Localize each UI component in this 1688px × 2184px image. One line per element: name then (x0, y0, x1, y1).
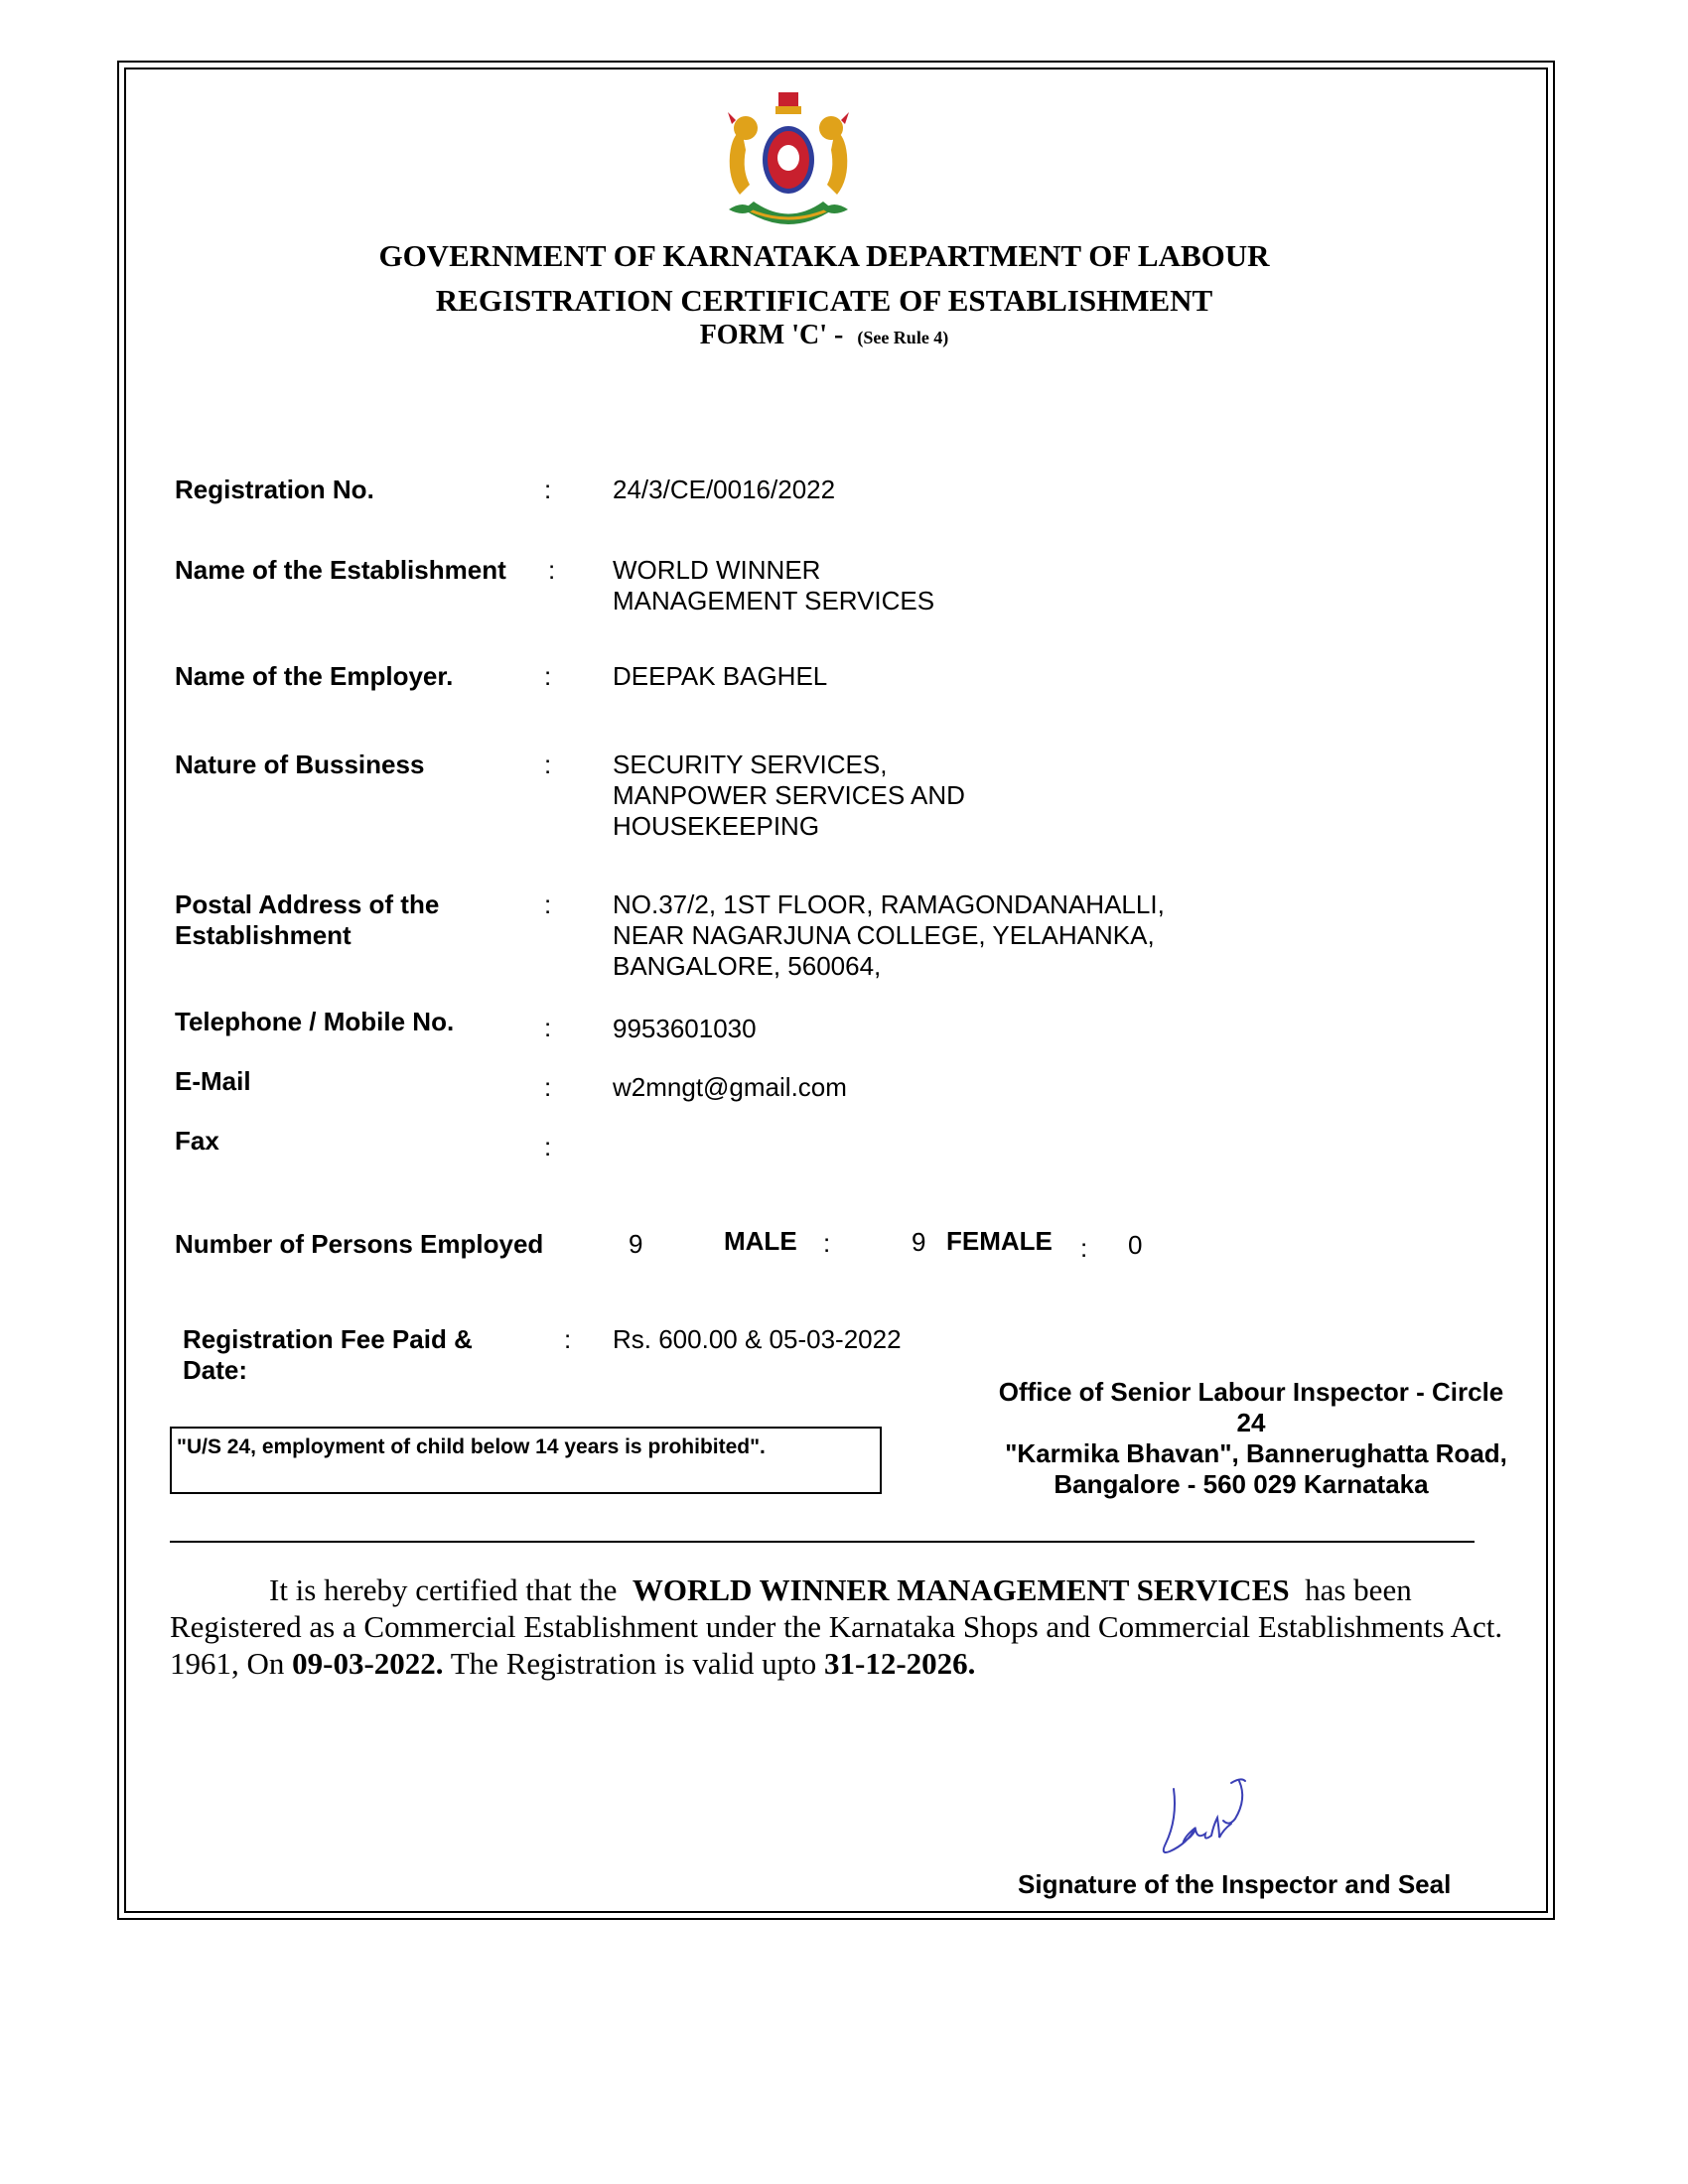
colon: : (544, 661, 552, 691)
cert-establishment: WORLD WINNER MANAGEMENT SERVICES (632, 1572, 1290, 1607)
header-subtitle: REGISTRATION CERTIFICATE OF ESTABLISHMENT (435, 283, 1213, 318)
office-line-3: "Karmika Bhavan", Bannerughatta Road, (1005, 1438, 1507, 1468)
colon: : (544, 1013, 552, 1042)
male-label: MALE (724, 1226, 797, 1256)
cert-text-1: has been Registered as a Commercial Establishment under the Karnataka Shops and Commercial Establishments Act. 1961, On (170, 1572, 1503, 1681)
establishment-name-label: Name of the Establishment (175, 555, 506, 585)
child-labour-notice: "U/S 24, employment of child below 14 years is prohibited". (170, 1427, 882, 1494)
colon: : (544, 889, 552, 919)
colon: : (823, 1228, 831, 1258)
certification-statement (170, 1571, 1520, 1682)
telephone-value: 9953601030 (613, 1014, 757, 1043)
colon: : (548, 555, 556, 585)
office-line-1: Office of Senior Labour Inspector - Circle (998, 1377, 1504, 1407)
cert-registration-date: 09-03-2022. (292, 1646, 444, 1681)
cert-text-2: The Registration is valid upto (450, 1646, 817, 1681)
header-title: GOVERNMENT OF KARNATAKA DEPARTMENT OF LABOUR (378, 238, 1270, 273)
form-label: FORM 'C' - (699, 320, 844, 350)
colon: : (544, 1072, 552, 1102)
colon: : (544, 1132, 552, 1161)
persons-employed-value: 9 (629, 1229, 643, 1259)
registration-no-label: Registration No. (175, 475, 374, 504)
office-line-4: Bangalore - 560 029 Karnataka (1054, 1469, 1429, 1499)
fax-label: Fax (175, 1126, 219, 1156)
employer-name-label: Name of the Employer. (175, 661, 454, 691)
colon: : (1080, 1233, 1088, 1263)
postal-address-value: NO.37/2, 1ST FLOOR, RAMAGONDANAHALLI, NEAR NAGARJUNA COLLEGE, YELAHANKA, BANGALORE, 560064, (613, 889, 1165, 981)
establishment-name-value: WORLD WINNER MANAGEMENT SERVICES (613, 555, 935, 615)
postal-address-label: Postal Address of the Establishment (175, 889, 440, 950)
cert-valid-upto: 31-12-2026. (824, 1646, 976, 1681)
inspector-signature-icon (1152, 1769, 1271, 1868)
colon: : (564, 1324, 572, 1354)
rule-reference: (See Rule 4) (857, 328, 949, 347)
registration-fee-value: Rs. 600.00 & 05-03-2022 (613, 1324, 902, 1354)
office-line-2: 24 (1236, 1408, 1266, 1437)
employer-name-value: DEEPAK BAGHEL (613, 661, 828, 691)
male-value: 9 (912, 1227, 926, 1257)
persons-employed-label: Number of Persons Employed (175, 1229, 544, 1259)
nature-of-business-label: Nature of Bussiness (175, 750, 425, 779)
signature-caption: Signature of the Inspector and Seal (1018, 1869, 1452, 1899)
section-divider (170, 1541, 1475, 1543)
registration-fee-label: Registration Fee Paid & Date: (183, 1324, 473, 1385)
email-value: w2mngt@gmail.com (613, 1072, 847, 1102)
cert-intro: It is hereby certified that the (269, 1572, 618, 1607)
telephone-label: Telephone / Mobile No. (175, 1007, 455, 1036)
header-form (0, 320, 1668, 351)
colon: : (544, 475, 552, 504)
email-label: E-Mail (175, 1066, 251, 1096)
colon: : (544, 750, 552, 779)
registration-no-value: 24/3/CE/0016/2022 (613, 475, 836, 504)
nature-of-business-value: SECURITY SERVICES, MANPOWER SERVICES AND HOUSEKEEPING (613, 750, 965, 841)
female-label: FEMALE (946, 1226, 1053, 1256)
karnataka-emblem-icon (714, 90, 863, 229)
female-value: 0 (1128, 1230, 1143, 1260)
